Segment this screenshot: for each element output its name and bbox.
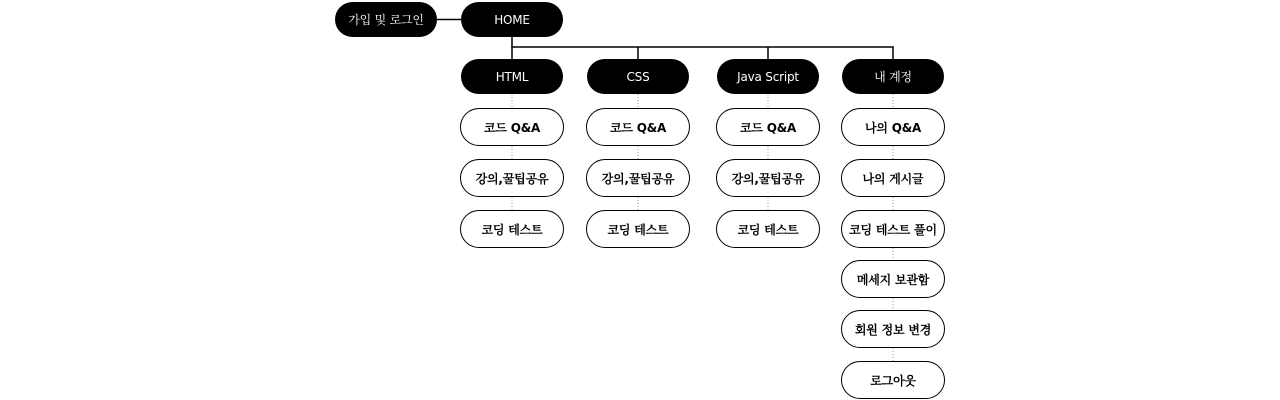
html-coding-test-node: 코딩 테스트 [460,210,564,248]
edit-profile-node: 회원 정보 변경 [841,310,945,348]
html-lecture-tips-node: 강의,꿀팁공유 [460,159,564,197]
auth-node: 가입 및 로그인 [335,2,437,37]
my-qa-node: 나의 Q&A [841,108,945,146]
javascript-code-qa-node: 코드 Q&A [716,108,820,146]
home-node: HOME [461,2,563,37]
section-html-node: HTML [461,59,563,94]
css-code-qa-node: 코드 Q&A [586,108,690,146]
css-coding-test-node: 코딩 테스트 [586,210,690,248]
coding-test-solutions-node: 코딩 테스트 풀이 [841,210,945,248]
my-posts-node: 나의 게시글 [841,159,945,197]
javascript-coding-test-node: 코딩 테스트 [716,210,820,248]
css-lecture-tips-node: 강의,꿀팁공유 [586,159,690,197]
html-code-qa-node: 코드 Q&A [460,108,564,146]
logout-node: 로그아웃 [841,361,945,399]
message-box-node: 메세지 보관함 [841,260,945,298]
section-account-node: 내 계정 [842,59,944,94]
section-javascript-node: Java Script [717,59,819,94]
javascript-lecture-tips-node: 강의,꿀팁공유 [716,159,820,197]
section-css-node: CSS [587,59,689,94]
